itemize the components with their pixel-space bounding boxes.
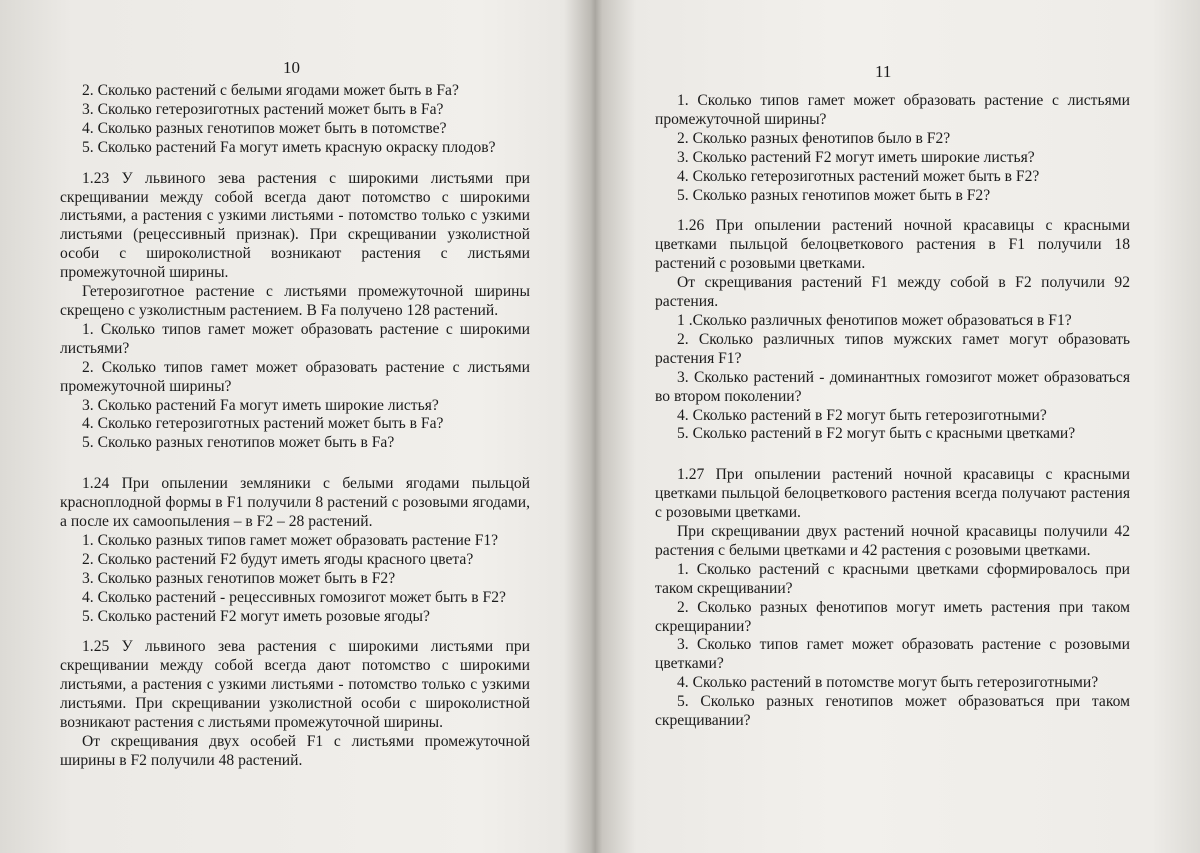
paragraph: 4. Сколько растений - рецессивных гомозигот может быть в F2? xyxy=(82,588,506,606)
paragraph: 1. Сколько разных типов гамет может образовать растение F1? xyxy=(82,531,499,549)
paragraph: 1. Сколько растений с красными цветками сформировалось при таком скрещивании? xyxy=(655,560,1130,597)
paragraph: 2. Сколько растений с белыми ягодами может быть в Fa? xyxy=(82,82,459,99)
paragraph: 1.25 У львиного зева растения с широкими листьями при скрещивании между собой всегда дают потомство с широкими листьями, а растения с узкими листьями - потомство только с узкими листьями. При скрещивании узколистной особи с широколистной возникают растения с листьями промежуточной ширины. xyxy=(60,638,530,732)
paragraph: 5. Сколько растений Fa могут иметь красную окраску плодов? xyxy=(82,138,496,156)
paragraph: 4. Сколько разных генотипов может быть в потомстве? xyxy=(82,119,447,137)
paragraph: 4. Сколько гетерозиготных растений может быть в Fa? xyxy=(82,415,444,433)
paragraph: Гетерозиготное растение с листьями промежуточной ширины скрещено с узколистным растением. В Fa получено 128 растений. xyxy=(60,283,530,319)
paragraph: 3. Сколько гетерозиготных растений может быть в Fa? xyxy=(82,100,444,118)
paragraph: 3. Сколько разных генотипов может быть в F2? xyxy=(82,569,396,587)
page-number: 11 xyxy=(875,62,892,81)
paragraph: 1.23 У львиного зева растения с широкими листьями при скрещивании между собой всегда дают потомство с широкими листьями, а растения с узкими листьями - потомство только с узкими листьями (рецессивный признак). При скрещивании узколистной особи с широколистной возникают растения с листьями промежуточной ширины. xyxy=(60,169,530,282)
paragraph: От скрещивания двух особей F1 с листьями промежуточной ширины в F2 получили 48 растений. xyxy=(60,733,530,769)
paragraph: 1. Сколько типов гамет может образовать растение с широкими листьями? xyxy=(60,320,530,357)
paragraph: 1. Сколько типов гамет может образовать растение с листьями промежуточной ширины? xyxy=(655,92,1130,128)
paragraph: 4. Сколько растений в потомстве могут быть гетерозиготными? xyxy=(677,674,1099,692)
right-page xyxy=(600,0,1200,853)
paragraph: При скрещивании двух растений ночной красавицы получили 42 растения с белыми цветками и 42 растения с розовыми цветками. xyxy=(655,523,1130,559)
paragraph: 1 .Сколько различных фенотипов может образоваться в F1? xyxy=(677,311,1072,329)
page-number: 10 xyxy=(283,58,300,77)
paragraph: 1.27 При опылении растений ночной красавицы с красными цветками пыльцой белоцветкового растения всегда получают растения с розовыми цветками. xyxy=(655,466,1130,522)
paragraph: 5. Сколько разных генотипов может образоваться при таком скрещивании? xyxy=(655,693,1130,730)
paragraph: 3. Сколько растений - доминантных гомозигот может образоваться во втором поколении? xyxy=(655,368,1130,405)
paragraph: 2. Сколько типов гамет может образовать растение с листьями промежуточной ширины? xyxy=(60,358,530,395)
left-page xyxy=(0,0,590,853)
paragraph: 1.24 При опылении земляники с белыми ягодами пыльцой краснoплодной формы в F1 получили 8 растений с розовыми ягодами, а после их самоопыления – в F2 – 28 растений. xyxy=(60,475,530,531)
paragraph: 4. Сколько растений в F2 могут быть гетерозиготными? xyxy=(677,406,1047,424)
paragraph: 4. Сколько гетерозиготных растений может быть в F2? xyxy=(677,167,1040,185)
left-page-text xyxy=(60,82,530,771)
paragraph: 2. Сколько разных фенотипов было в F2? xyxy=(677,129,951,147)
paragraph: 5. Сколько растений в F2 могут быть с красными цветками? xyxy=(677,425,1076,443)
paragraph: 3. Сколько растений F2 могут иметь широкие листья? xyxy=(677,148,1035,166)
paragraph: 2. Сколько растений F2 будут иметь ягоды красного цвета? xyxy=(82,550,474,568)
paragraph: 5. Сколько разных генотипов может быть в F2? xyxy=(677,186,991,204)
paragraph: 1.26 При опылении растений ночной красавицы с красными цветками пыльцой белоцветкового растения в F1 получили 18 растений с розовыми цветками. xyxy=(655,217,1130,273)
paragraph: 5. Сколько разных генотипов может быть в Fa? xyxy=(82,434,395,452)
paragraph: 5. Сколько растений F2 могут иметь розовые ягоды? xyxy=(82,607,430,625)
paragraph: 2. Сколько разных фенотипов могут иметь растения при таком скрещирании? xyxy=(655,598,1130,635)
paragraph: 3. Сколько типов гамет может образовать растение с розовыми цветками? xyxy=(655,636,1130,673)
paragraph: 3. Сколько растений Fa могут иметь широкие листья? xyxy=(82,396,439,414)
right-page-text xyxy=(655,92,1130,731)
paragraph: От скрещивания растений F1 между собой в F2 получили 92 растения. xyxy=(655,274,1130,311)
paragraph: 2. Сколько различных типов мужских гамет могут образовать растения F1? xyxy=(655,330,1130,367)
